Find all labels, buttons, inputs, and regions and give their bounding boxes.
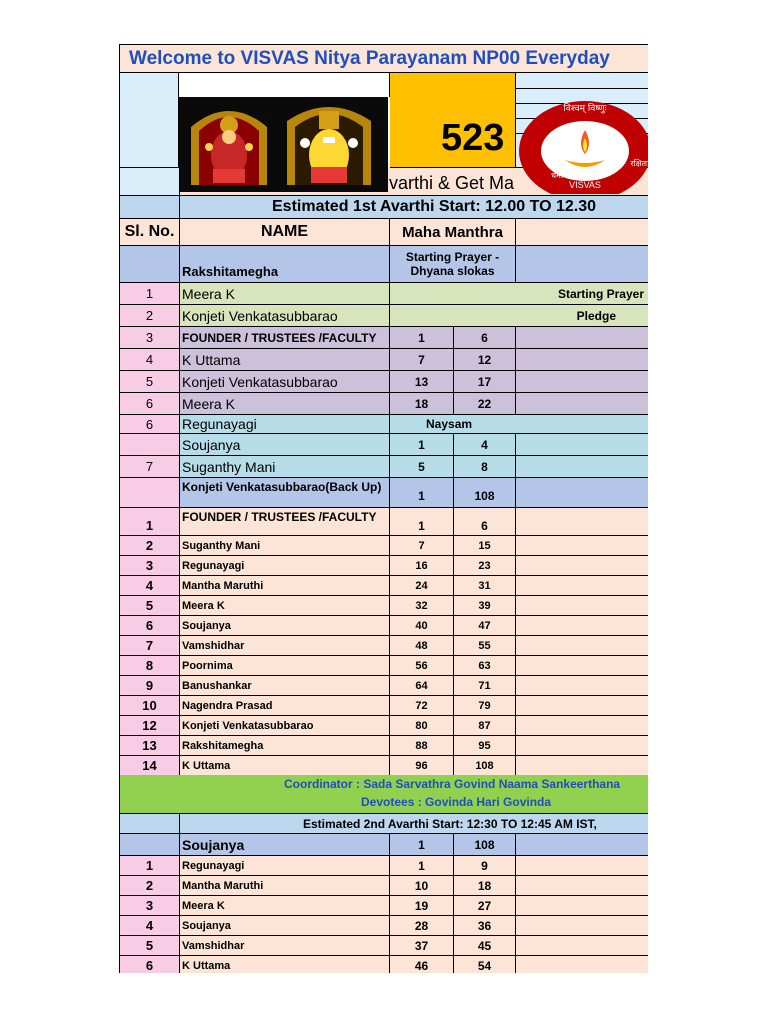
avarthi2-row-name: Mantha Maruthi: [180, 876, 390, 896]
avarthi2-row-from: 37: [390, 936, 454, 956]
manthra-row-from: 7: [390, 349, 454, 371]
schedule-row-name: Poornima: [180, 656, 390, 676]
avarthi2-row-sl: 4: [119, 916, 180, 936]
schedule-row-sl: 4: [119, 576, 180, 596]
avarthi2-row-name: Meera K: [180, 896, 390, 916]
naysam-row-sl: 7: [119, 456, 180, 478]
avarthi2-row-from: 19: [390, 896, 454, 916]
schedule-row-sl: 9: [119, 676, 180, 696]
starting-prayer-label: Starting Prayer -Dhyana slokas: [390, 246, 516, 283]
logo-text-mid: धर्मो: [551, 171, 563, 180]
schedule-row-name: Suganthy Mani: [180, 536, 390, 556]
naysam-row-name: Suganthy Mani: [180, 456, 390, 478]
schedule-row-name: Meera K: [180, 596, 390, 616]
manthra-row-from: 1: [390, 327, 454, 349]
avarthi2-row-name: Vamshidhar: [180, 936, 390, 956]
schedule-row-to: 87: [454, 716, 516, 736]
naysam-row-sl: [119, 434, 180, 456]
manthra-row-to: 17: [454, 371, 516, 393]
manthra-row-sl: 6: [119, 393, 180, 415]
header-name: NAME: [180, 219, 390, 246]
avarthi2-lead-sl: [119, 834, 180, 856]
avarthi2-row-blank: [516, 896, 648, 916]
backup-from: 1: [390, 478, 454, 508]
naysam-label: Naysam: [390, 415, 648, 434]
manthra-row-blank: [516, 371, 648, 393]
schedule-row-sl: 5: [119, 596, 180, 616]
naysam-row-from: 1: [390, 434, 454, 456]
naysam-row-from: 5: [390, 456, 454, 478]
schedule-row-name: Konjeti Venkatasubbarao: [180, 716, 390, 736]
logo-text-r2: रक्षितः: [630, 159, 648, 168]
prayer-row-sl: 2: [119, 305, 180, 327]
avarthi2-row-name: K Uttama: [180, 956, 390, 973]
avarthi2-row-to: 45: [454, 936, 516, 956]
avarthi2-row-blank: [516, 876, 648, 896]
schedule-row-to: 108: [454, 756, 516, 776]
avarthi2-row-sl: 6: [119, 956, 180, 973]
estimate1-left: [119, 196, 180, 219]
naysam-row-name: Soujanya: [180, 434, 390, 456]
avarthi2-row-sl: 5: [119, 936, 180, 956]
schedule-row-to: 71: [454, 676, 516, 696]
manthra-row-name: Meera K: [180, 393, 390, 415]
schedule-row-from: 1: [390, 508, 454, 536]
schedule-row-blank: [516, 636, 648, 656]
avarthi2-row-blank: [516, 856, 648, 876]
coordinator-line2: Devotees : Govinda Hari Govinda: [361, 795, 552, 809]
avarthi2-row-from: 28: [390, 916, 454, 936]
schedule-row-from: 80: [390, 716, 454, 736]
schedule-row-sl: 7: [119, 636, 180, 656]
schedule-row-sl: 6: [119, 616, 180, 636]
schedule-row-blank: [516, 508, 648, 536]
header-sl: Sl. No.: [119, 219, 180, 246]
deity-illustration: [179, 97, 388, 192]
backup-sl: [119, 478, 180, 508]
deity-image: [179, 97, 388, 192]
coordinator-line1: Coordinator : Sada Sarvathra Govind Naama Sankeerthana: [284, 777, 621, 791]
schedule-row-sl: 13: [119, 736, 180, 756]
backup-name: Konjeti Venkatasubbarao(Back Up): [180, 478, 390, 508]
schedule-row-to: 31: [454, 576, 516, 596]
avarthi2-lead-to: 108: [454, 834, 516, 856]
schedule-row-from: 16: [390, 556, 454, 576]
header-blank: [516, 219, 648, 246]
schedule-row-blank: [516, 756, 648, 776]
manthra-row-sl: 4: [119, 349, 180, 371]
schedule-row-to: 15: [454, 536, 516, 556]
banner-title: Welcome to VISVAS Nitya Parayanam NP00 Everyday: [129, 48, 610, 69]
avarthi2-row-sl: 2: [119, 876, 180, 896]
manthra-row-name: FOUNDER / TRUSTEES /FACULTY: [180, 327, 390, 349]
schedule-row-sl: 8: [119, 656, 180, 676]
schedule-row-name: Regunayagi: [180, 556, 390, 576]
backup-blank: [516, 478, 648, 508]
schedule-row-name: FOUNDER / TRUSTEES /FACULTY: [180, 508, 390, 536]
avarthi2-lead-from: 1: [390, 834, 454, 856]
naysam-name: Regunayagi: [180, 415, 390, 434]
banner-image-topcell: [179, 73, 390, 97]
logo-text-top: विश्वम् विष्णुः: [563, 104, 607, 114]
estimate1-text: Estimated 1st Avarthi Start: 12.00 TO 12.30: [180, 196, 648, 219]
manthra-row-from: 18: [390, 393, 454, 415]
schedule-row-name: K Uttama: [180, 756, 390, 776]
avarthi2-row-from: 46: [390, 956, 454, 973]
backup-to: 108: [454, 478, 516, 508]
schedule-row-name: Vamshidhar: [180, 636, 390, 656]
schedule-row-blank: [516, 536, 648, 556]
schedule-row-blank: [516, 656, 648, 676]
avarthi2-row-to: 54: [454, 956, 516, 973]
schedule-row-sl: 2: [119, 536, 180, 556]
schedule-row-blank: [516, 556, 648, 576]
avarthi2-row-name: Soujanya: [180, 916, 390, 936]
schedule-row-blank: [516, 676, 648, 696]
schedule-row-name: Rakshitamegha: [180, 736, 390, 756]
schedule-row-blank: [516, 736, 648, 756]
prayer-row-note: Starting Prayer: [390, 283, 648, 305]
count-value: 523: [441, 117, 505, 159]
schedule-row-name: Nagendra Prasad: [180, 696, 390, 716]
schedule-row-to: 95: [454, 736, 516, 756]
schedule-row-sl: 14: [119, 756, 180, 776]
manthra-row-blank: [516, 393, 648, 415]
schedule-row-blank: [516, 616, 648, 636]
schedule-row-name: Banushankar: [180, 676, 390, 696]
lead-name: Rakshitamegha: [180, 246, 390, 283]
avarthi2-row-blank: [516, 916, 648, 936]
manthra-row-to: 6: [454, 327, 516, 349]
schedule-row-from: 24: [390, 576, 454, 596]
manthra-row-blank: [516, 327, 648, 349]
schedule-row-blank: [516, 696, 648, 716]
avarthi2-row-to: 27: [454, 896, 516, 916]
naysam-sl: 6: [119, 415, 180, 434]
avarthi2-row-name: Regunayagi: [180, 856, 390, 876]
prayer-row-note: Pledge: [390, 305, 648, 327]
header-manthra: Maha Manthra: [390, 219, 516, 246]
prayer-row-name: Meera K: [180, 283, 390, 305]
avarthi2-row-to: 18: [454, 876, 516, 896]
schedule-row-blank: [516, 716, 648, 736]
schedule-row-from: 72: [390, 696, 454, 716]
avarthi2-row-to: 36: [454, 916, 516, 936]
schedule-row-to: 55: [454, 636, 516, 656]
schedule-row-from: 48: [390, 636, 454, 656]
manthra-row-sl: 5: [119, 371, 180, 393]
prayer-row-name: Konjeti Venkatasubbarao: [180, 305, 390, 327]
schedule-row-sl: 12: [119, 716, 180, 736]
manthra-row-to: 12: [454, 349, 516, 371]
schedule-row-name: Soujanya: [180, 616, 390, 636]
schedule-row-to: 79: [454, 696, 516, 716]
schedule-row-from: 32: [390, 596, 454, 616]
schedule-row-from: 64: [390, 676, 454, 696]
schedule-row-from: 40: [390, 616, 454, 636]
manthra-row-blank: [516, 349, 648, 371]
naysam-row-to: 8: [454, 456, 516, 478]
schedule-row-to: 6: [454, 508, 516, 536]
avarthi2-row-sl: 1: [119, 856, 180, 876]
estimate2-left: [119, 814, 180, 834]
schedule-row-to: 39: [454, 596, 516, 616]
avarthi2-row-from: 10: [390, 876, 454, 896]
prayer-row-sl: 1: [119, 283, 180, 305]
avarthi2-lead-name: Soujanya: [180, 834, 390, 856]
logo-caption: VISVAS: [569, 180, 601, 190]
manthra-row-name: Konjeti Venkatasubbarao: [180, 371, 390, 393]
schedule-row-name: Mantha Maruthi: [180, 576, 390, 596]
subtitle-text: varthi & Get Ma: [389, 173, 515, 193]
manthra-row-to: 22: [454, 393, 516, 415]
lead-blank: [516, 246, 648, 283]
schedule-row-from: 56: [390, 656, 454, 676]
estimate2-text: Estimated 2nd Avarthi Start: 12:30 TO 12:45 AM IST,: [180, 814, 648, 834]
schedule-row-blank: [516, 576, 648, 596]
schedule-row-to: 23: [454, 556, 516, 576]
logo-text-right: रक्षति: [577, 171, 593, 180]
lead-sl: [119, 246, 180, 283]
schedule-row-to: 47: [454, 616, 516, 636]
schedule-row-blank: [516, 596, 648, 616]
manthra-row-sl: 3: [119, 327, 180, 349]
schedule-row-sl: 3: [119, 556, 180, 576]
avarthi2-lead-blank: [516, 834, 648, 856]
avarthi2-row-sl: 3: [119, 896, 180, 916]
schedule-row-from: 7: [390, 536, 454, 556]
naysam-row-blank: [516, 434, 648, 456]
avarthi2-row-from: 1: [390, 856, 454, 876]
schedule-row-from: 88: [390, 736, 454, 756]
subtitle-left: [119, 168, 180, 196]
schedule-row-sl: 10: [119, 696, 180, 716]
manthra-row-name: K Uttama: [180, 349, 390, 371]
schedule-row-sl: 1: [119, 508, 180, 536]
manthra-row-from: 13: [390, 371, 454, 393]
banner-left-cell: [119, 73, 179, 168]
schedule-row-from: 96: [390, 756, 454, 776]
naysam-row-blank: [516, 456, 648, 478]
schedule-sheet: [119, 44, 648, 973]
naysam-row-to: 4: [454, 434, 516, 456]
schedule-row-to: 63: [454, 656, 516, 676]
avarthi2-row-to: 9: [454, 856, 516, 876]
avarthi2-row-blank: [516, 956, 648, 973]
avarthi2-row-blank: [516, 936, 648, 956]
